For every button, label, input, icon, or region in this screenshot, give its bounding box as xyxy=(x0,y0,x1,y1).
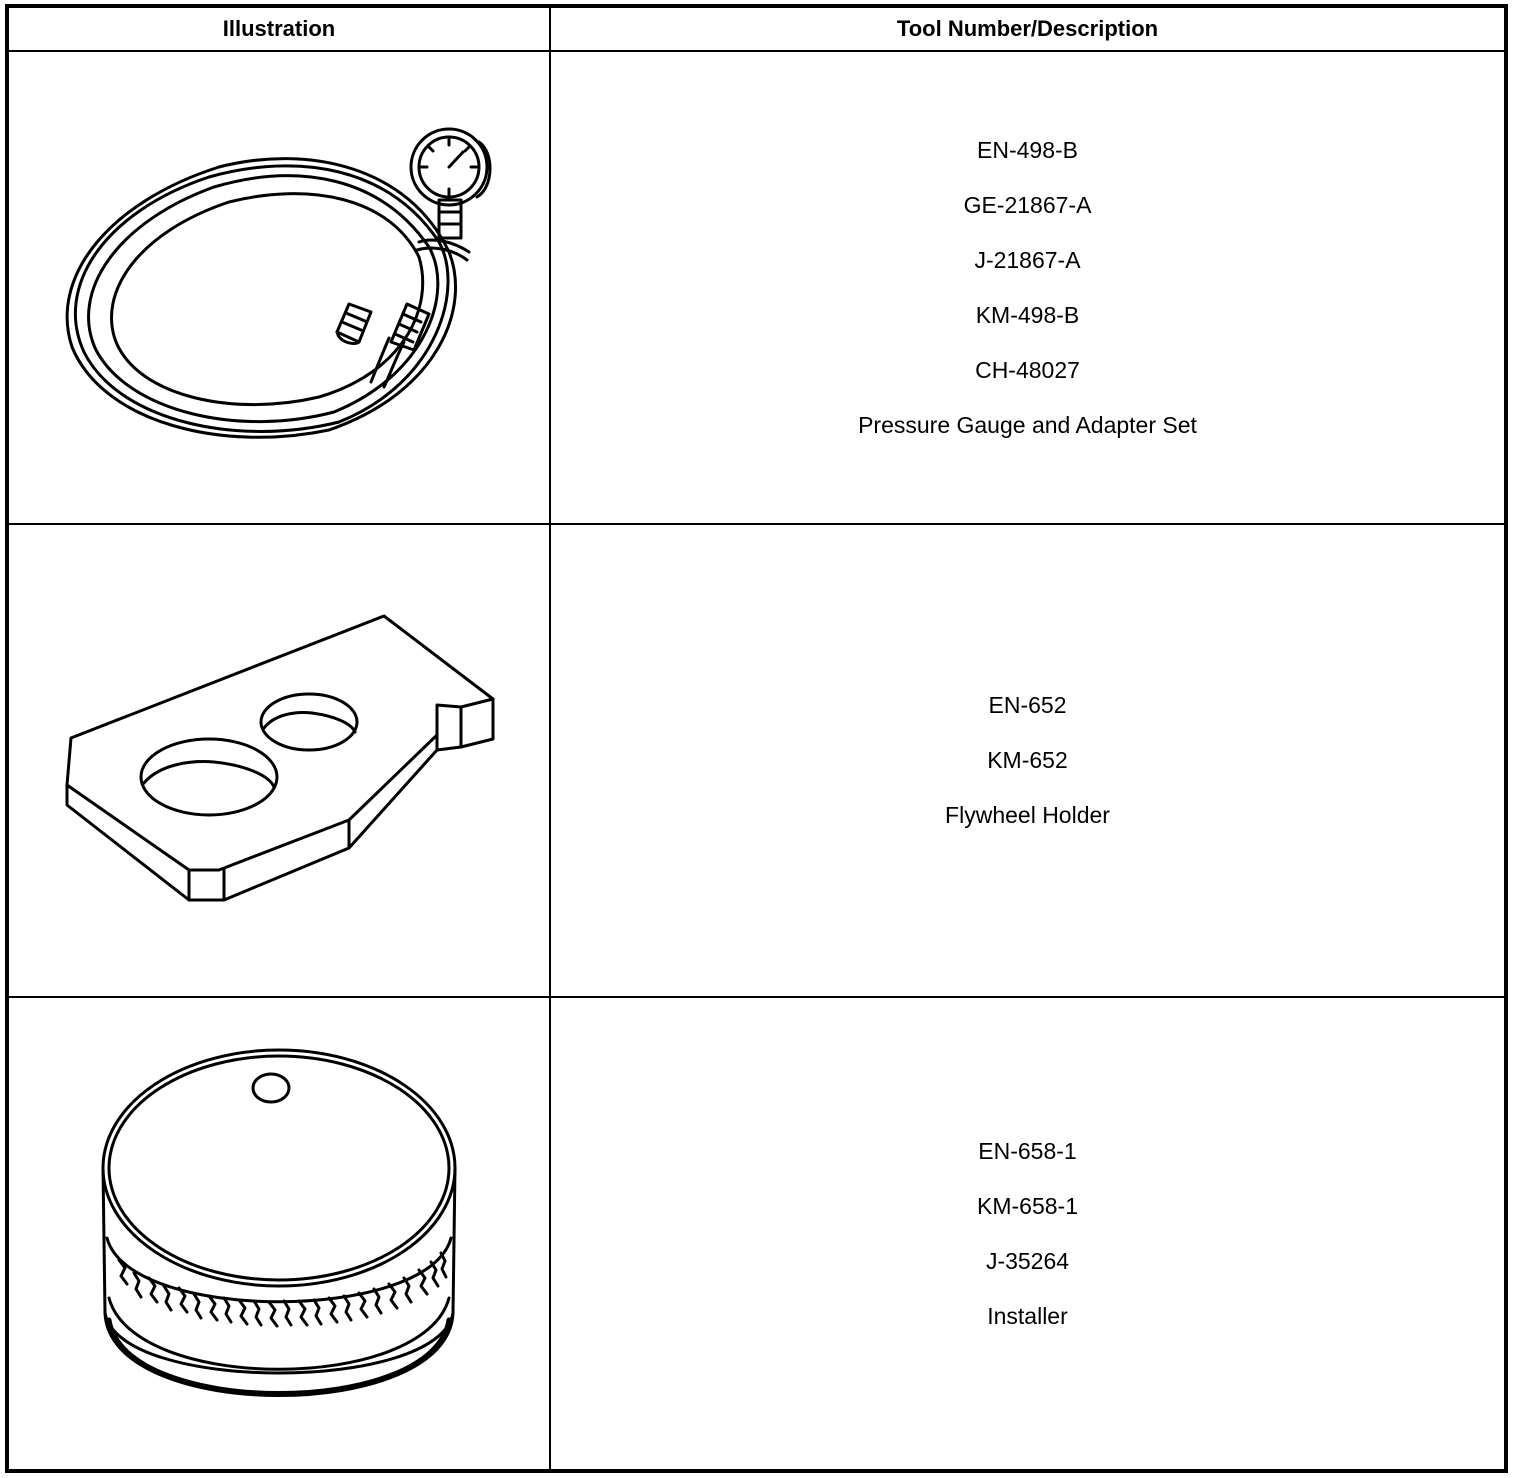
tool-name: Pressure Gauge and Adapter Set xyxy=(858,411,1197,438)
tool-number: KM-498-B xyxy=(975,301,1080,328)
tool-name: Installer xyxy=(987,1302,1068,1329)
tool-number: J-21867-A xyxy=(974,246,1081,273)
tool-number: EN-652 xyxy=(988,692,1067,718)
pressure-gauge-hose-icon xyxy=(9,52,549,523)
table-row xyxy=(9,998,1504,1469)
round-installer-icon xyxy=(9,998,549,1469)
header-tool-description: Tool Number/Description xyxy=(896,16,1159,41)
tool-number: EN-658-1 xyxy=(978,1137,1077,1164)
table-row xyxy=(9,525,1504,996)
tool-number: KM-658-1 xyxy=(977,1192,1078,1219)
tool-number: GE-21867-A xyxy=(963,191,1092,218)
tool-name: Flywheel Holder xyxy=(945,802,1110,828)
tool-number: EN-498-B xyxy=(977,136,1078,163)
tool-description xyxy=(551,52,1504,523)
flywheel-holder-plate-icon xyxy=(9,525,549,996)
tool-description xyxy=(551,525,1504,996)
tool-table xyxy=(5,4,1508,1473)
tool-number: J-35264 xyxy=(985,1247,1070,1274)
tool-number: CH-48027 xyxy=(975,356,1080,383)
tool-number: KM-652 xyxy=(987,747,1068,773)
table-row xyxy=(9,52,1504,523)
header-illustration: Illustration xyxy=(222,16,336,41)
tool-description xyxy=(551,998,1504,1469)
